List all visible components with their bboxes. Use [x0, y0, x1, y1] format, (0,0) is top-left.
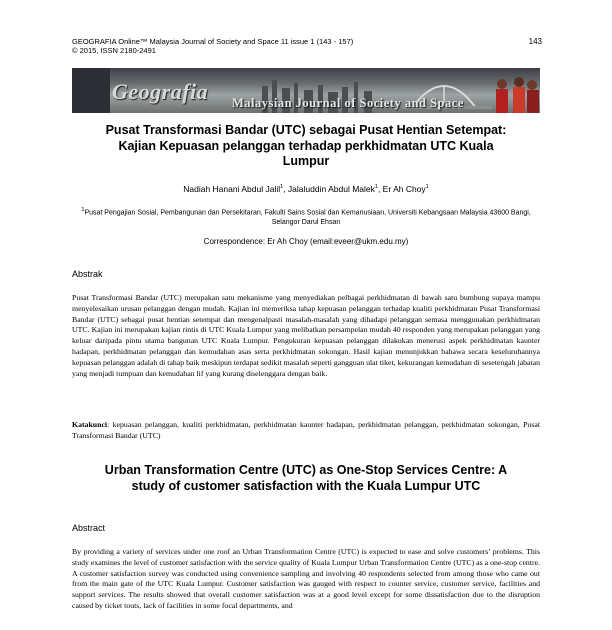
article-title-ms: Pusat Transformasi Bandar (UTC) sebagai Pusat Hentian Setempat: Kajian Kepuasan pelanggan terhadap perkhidmatan UTC Kuala Lumpur — [105, 123, 507, 168]
banner-subtitle: Malaysian Journal of Society and Space — [232, 96, 464, 110]
author-name: Nadiah Hanani Abdul Jalil — [183, 184, 281, 194]
abstract-en-heading: Abstract — [72, 523, 106, 533]
abstract-ms-text: Pusat Transformasi Bandar (UTC) merupakan satu mekanisme yang menyediakan pelbagai perkhidmatan di bawah satu bumbung supaya mampu menyelesaikan urusan pelanggan dengan mudah. Kajian ini memeriksa tahap kepuasan pelanggan terhadap kualiti perkhidmatan Pusat Transformasi Bandar (UTC) sebagai pusat hentian setempat dan mengenalpasti masalah-masalah yang dihadapi pelanggan semasa menggunakan perkhidmatan UTC. Kajian ini merupakan kajian rintis di UTC Kuala Lumpur yang melibatkan persampelan mudah 40 responden yang merupakan pelanggan yang keluar daripada pintu utama bangunan UTC Kuala Lumpur. Pengukuran kepuasan pelanggan dilakukan menerusi aspek perkhidmatan kaunter hadapan, perkhidmatan pelanggan dan kemudahan asas serta perkhidmatan sokongan. Hasil kajian menunjukkan bahawa secara keseluruhannya kepuasan pelanggan adalah di tahap baik meskipun terdapat sedikit masalah seperti gangguan ulat tiket, kekurangan kemudahan di sesetengah jabatan yang menjadi tumpuan dan kemudahan lif yang kurang diselenggara dengan baik. — [72, 293, 540, 378]
author-name: Jalaluddin Abdul Malek — [287, 184, 375, 194]
affiliation-mark: 1 — [81, 207, 85, 213]
correspondence: Correspondence: Er Ah Choy (email:eveer@ukm.edu.my) — [203, 237, 409, 246]
author-name: Er Ah Choy — [382, 184, 426, 194]
affiliation — [76, 205, 536, 228]
keywords — [72, 420, 540, 442]
author-separator: , — [377, 184, 383, 194]
author-affiliation-mark: 1 — [374, 184, 378, 191]
abstract-en-text: By providing a variety of services under one roof an Urban Transformation Centre (UTC) is expected to ease and solve customers’ problems. This study examines the level of customer satisfaction with the service quality of Kuala Lumpur Urban Transformation Centre (UTC) as a one-stop centre. A customer satisfaction survey was conducted using convenience sampling and involving 40 respondents selected from among those who came out from the main gate of the UTC Kuala Lumpur. Customer satisfaction was gauged with respect to counter service, customer service, facilities and support services. The results showed that overall customer satisfaction was at a good level except for some dissatisfaction due to the disruption caused by ticket touts, lack of facilities in some focal departments, and — [72, 547, 540, 610]
author-separator: , — [283, 184, 288, 194]
journal-issn: © 2015, ISSN 2180-2491 — [72, 46, 156, 55]
abstract-ms-heading: Abstrak — [72, 269, 103, 279]
journal-banner — [72, 68, 540, 113]
article-title-en: Urban Transformation Centre (UTC) as One-Stop Services Centre: A study of customer satisfaction with the Kuala Lumpur UTC — [104, 463, 508, 493]
keywords-label: Katakunci — [72, 420, 108, 429]
author-affiliation-mark: 1 — [280, 184, 284, 191]
author-affiliation-mark: 1 — [425, 184, 429, 191]
banner-logo: Geografia — [112, 79, 209, 104]
banner-people — [496, 77, 539, 113]
author-list — [72, 184, 540, 194]
journal-citation: GEOGRAFIA Online™ Malaysia Journal of Society and Space 11 issue 1 (143 - 157) — [72, 37, 354, 46]
page-number: 143 — [528, 37, 542, 46]
banner-dark-edge — [72, 68, 110, 113]
affiliation-text: Pusat Pengajian Sosial, Pembangunan dan Persekitaran, Fakulti Sains Sosial dan Kemanusiaan, Universiti Kebangsaan Malaysia 43600 Bangi, Selangor Darul Ehsan — [84, 209, 531, 227]
keywords-text: : kepuasan pelanggan, kualiti perkhidmatan, perkhidmatan kaunter hadapan, perkhidmatan pelanggan, perkhidmatan sokongan, Pusat Transformasi Bandar (UTC) — [72, 420, 540, 440]
